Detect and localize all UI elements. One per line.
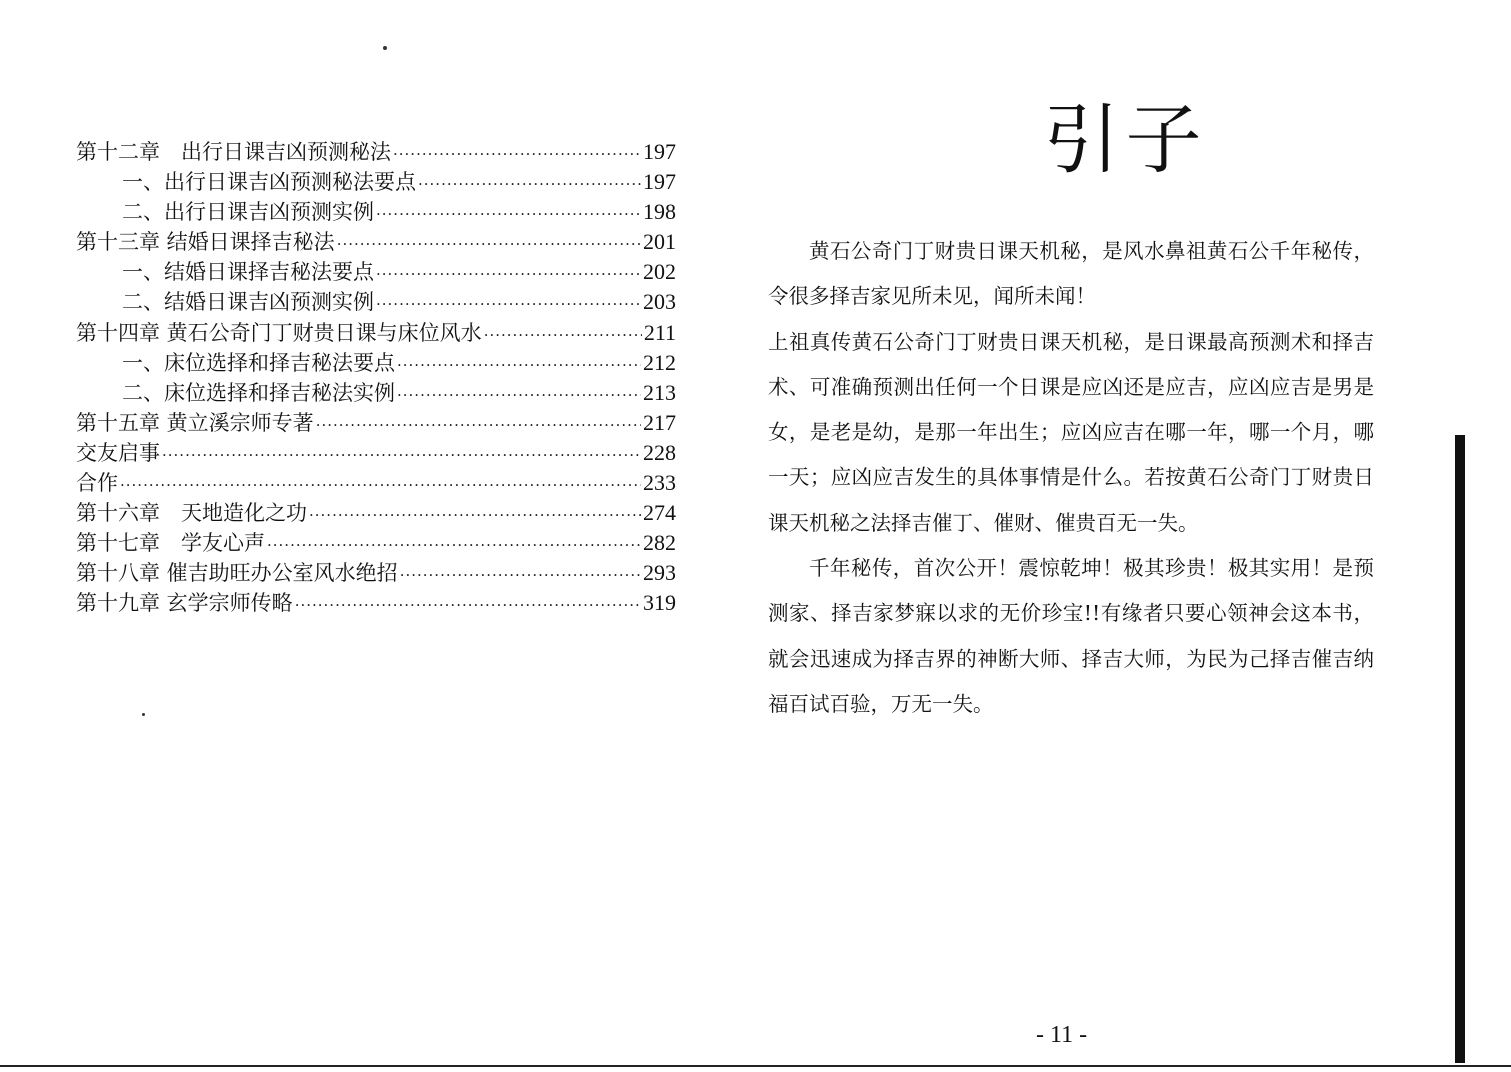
toc-page-number: 201 (643, 229, 676, 255)
toc-dot-leader (267, 530, 641, 560)
toc-subentry (76, 257, 676, 287)
toc-entry-title: 第十四章 黄石公奇门丁财贵日课与床位风水 (76, 320, 482, 345)
toc-dot-leader (418, 169, 641, 199)
toc-dot-leader (397, 380, 641, 410)
toc-entry-title: 第十二章 出行日课吉凶预测秘法 (76, 140, 391, 164)
toc-subentry (76, 348, 676, 378)
toc-dot-leader (376, 259, 641, 289)
toc-page-number: 282 (643, 530, 676, 556)
toc-entry (76, 558, 676, 588)
toc-dot-leader (376, 289, 641, 319)
toc-page-number: 293 (643, 560, 676, 586)
toc-dot-leader (397, 350, 641, 380)
toc-entry-title: 一、结婚日课择吉秘法要点 (122, 260, 374, 285)
toc-page-number: 197 (643, 169, 676, 195)
toc-entry-title: 二、床位选择和择吉秘法实例 (122, 380, 395, 405)
toc-page-number: 198 (643, 199, 676, 225)
toc-entry (76, 588, 676, 618)
scan-speck (142, 713, 145, 716)
toc-entry-title: 第十六章 天地造化之功 (76, 501, 307, 526)
toc-dot-leader (376, 199, 641, 229)
toc-dot-leader (120, 470, 641, 500)
toc-entry-title: 第十九章 玄学宗师传略 (76, 591, 293, 616)
toc-page-number: 217 (643, 409, 676, 435)
toc-entry (76, 438, 676, 468)
toc-dot-leader (295, 590, 641, 620)
toc-entry-title: 交友启事 (76, 440, 160, 465)
toc-entry (76, 528, 676, 558)
body-paragraph: 上祖真传黄石公奇门丁财贵日课天机秘，是日课最高预测术和择吉术、可准确预测出任何一个日课是应凶还是应吉，应凶应吉是男是女，是老是幼，是那一年出生；应凶应吉在哪一年，哪一个月，哪一天；应凶应吉发生的具体事情是什么。若按黄石公奇门丁财贵日课天机秘之法择吉催丁、催财、催贵百无一失。 (768, 329, 1374, 535)
toc-page-number: 203 (643, 289, 676, 315)
toc-entry-title: 第十五章 黄立溪宗师专著 (76, 410, 314, 435)
toc-subentry (76, 378, 676, 408)
toc-page-number: 212 (643, 349, 676, 375)
toc-subentry (76, 287, 676, 317)
toc-entry (76, 468, 676, 498)
toc-dot-leader (400, 560, 641, 590)
scan-edge-bar (1455, 435, 1465, 1063)
toc-dot-leader (337, 229, 641, 259)
toc-entry (76, 318, 676, 348)
toc-entry-title: 二、出行日课吉凶预测实例 (122, 200, 374, 225)
toc-page-number: 213 (643, 379, 676, 405)
toc-dot-leader (393, 139, 641, 169)
body-text (768, 229, 1374, 727)
toc-page-number: 319 (643, 590, 676, 616)
scan-speck (383, 46, 387, 50)
toc-entry (76, 408, 676, 438)
toc-dot-leader (309, 500, 641, 530)
toc-entry-title: 一、出行日课吉凶预测秘法要点 (122, 170, 416, 195)
left-page (0, 0, 740, 1072)
toc-entry (76, 137, 676, 167)
toc-subentry (76, 197, 676, 227)
toc-entry-title: 第十八章 催吉助旺办公室风水绝招 (76, 561, 398, 586)
toc-entry-title: 第十三章 结婚日课择吉秘法 (76, 230, 335, 255)
toc-subentry (76, 167, 676, 197)
toc-dot-leader (316, 410, 641, 440)
toc-dot-leader (484, 320, 642, 350)
page-number: - 11 - (1036, 1022, 1088, 1048)
table-of-contents (76, 137, 676, 619)
toc-dot-leader (162, 440, 641, 470)
right-page (740, 0, 1511, 1072)
toc-entry-title: 第十七章 学友心声 (76, 531, 265, 556)
toc-page-number: 233 (643, 470, 676, 496)
body-paragraph: 黄石公奇门丁财贵日课天机秘，是风水鼻祖黄石公千年秘传，令很多择吉家见所未见，闻所未闻！ (768, 239, 1374, 309)
toc-entry (76, 498, 676, 528)
scan-bottom-edge (0, 1065, 1511, 1067)
toc-entry-title: 合作 (76, 471, 118, 496)
toc-page-number: 202 (643, 259, 676, 285)
toc-page-number: 197 (643, 139, 676, 164)
toc-entry-title: 一、床位选择和择吉秘法要点 (122, 350, 395, 375)
chapter-heading: 引子 (1043, 95, 1208, 184)
toc-page-number: 211 (643, 319, 676, 345)
toc-page-number: 274 (643, 500, 676, 526)
toc-page-number: 228 (643, 439, 676, 465)
toc-entry (76, 227, 676, 257)
body-paragraph: 千年秘传，首次公开！震惊乾坤！极其珍贵！极其实用！是预测家、择吉家梦寐以求的无价珍宝!!有缘者只要心领神会这本书，就会迅速成为择吉界的神断大师、择吉大师，为民为己择吉催吉纳福百试百验，万无一失。 (768, 556, 1374, 716)
toc-entry-title: 二、结婚日课吉凶预测实例 (122, 290, 374, 315)
